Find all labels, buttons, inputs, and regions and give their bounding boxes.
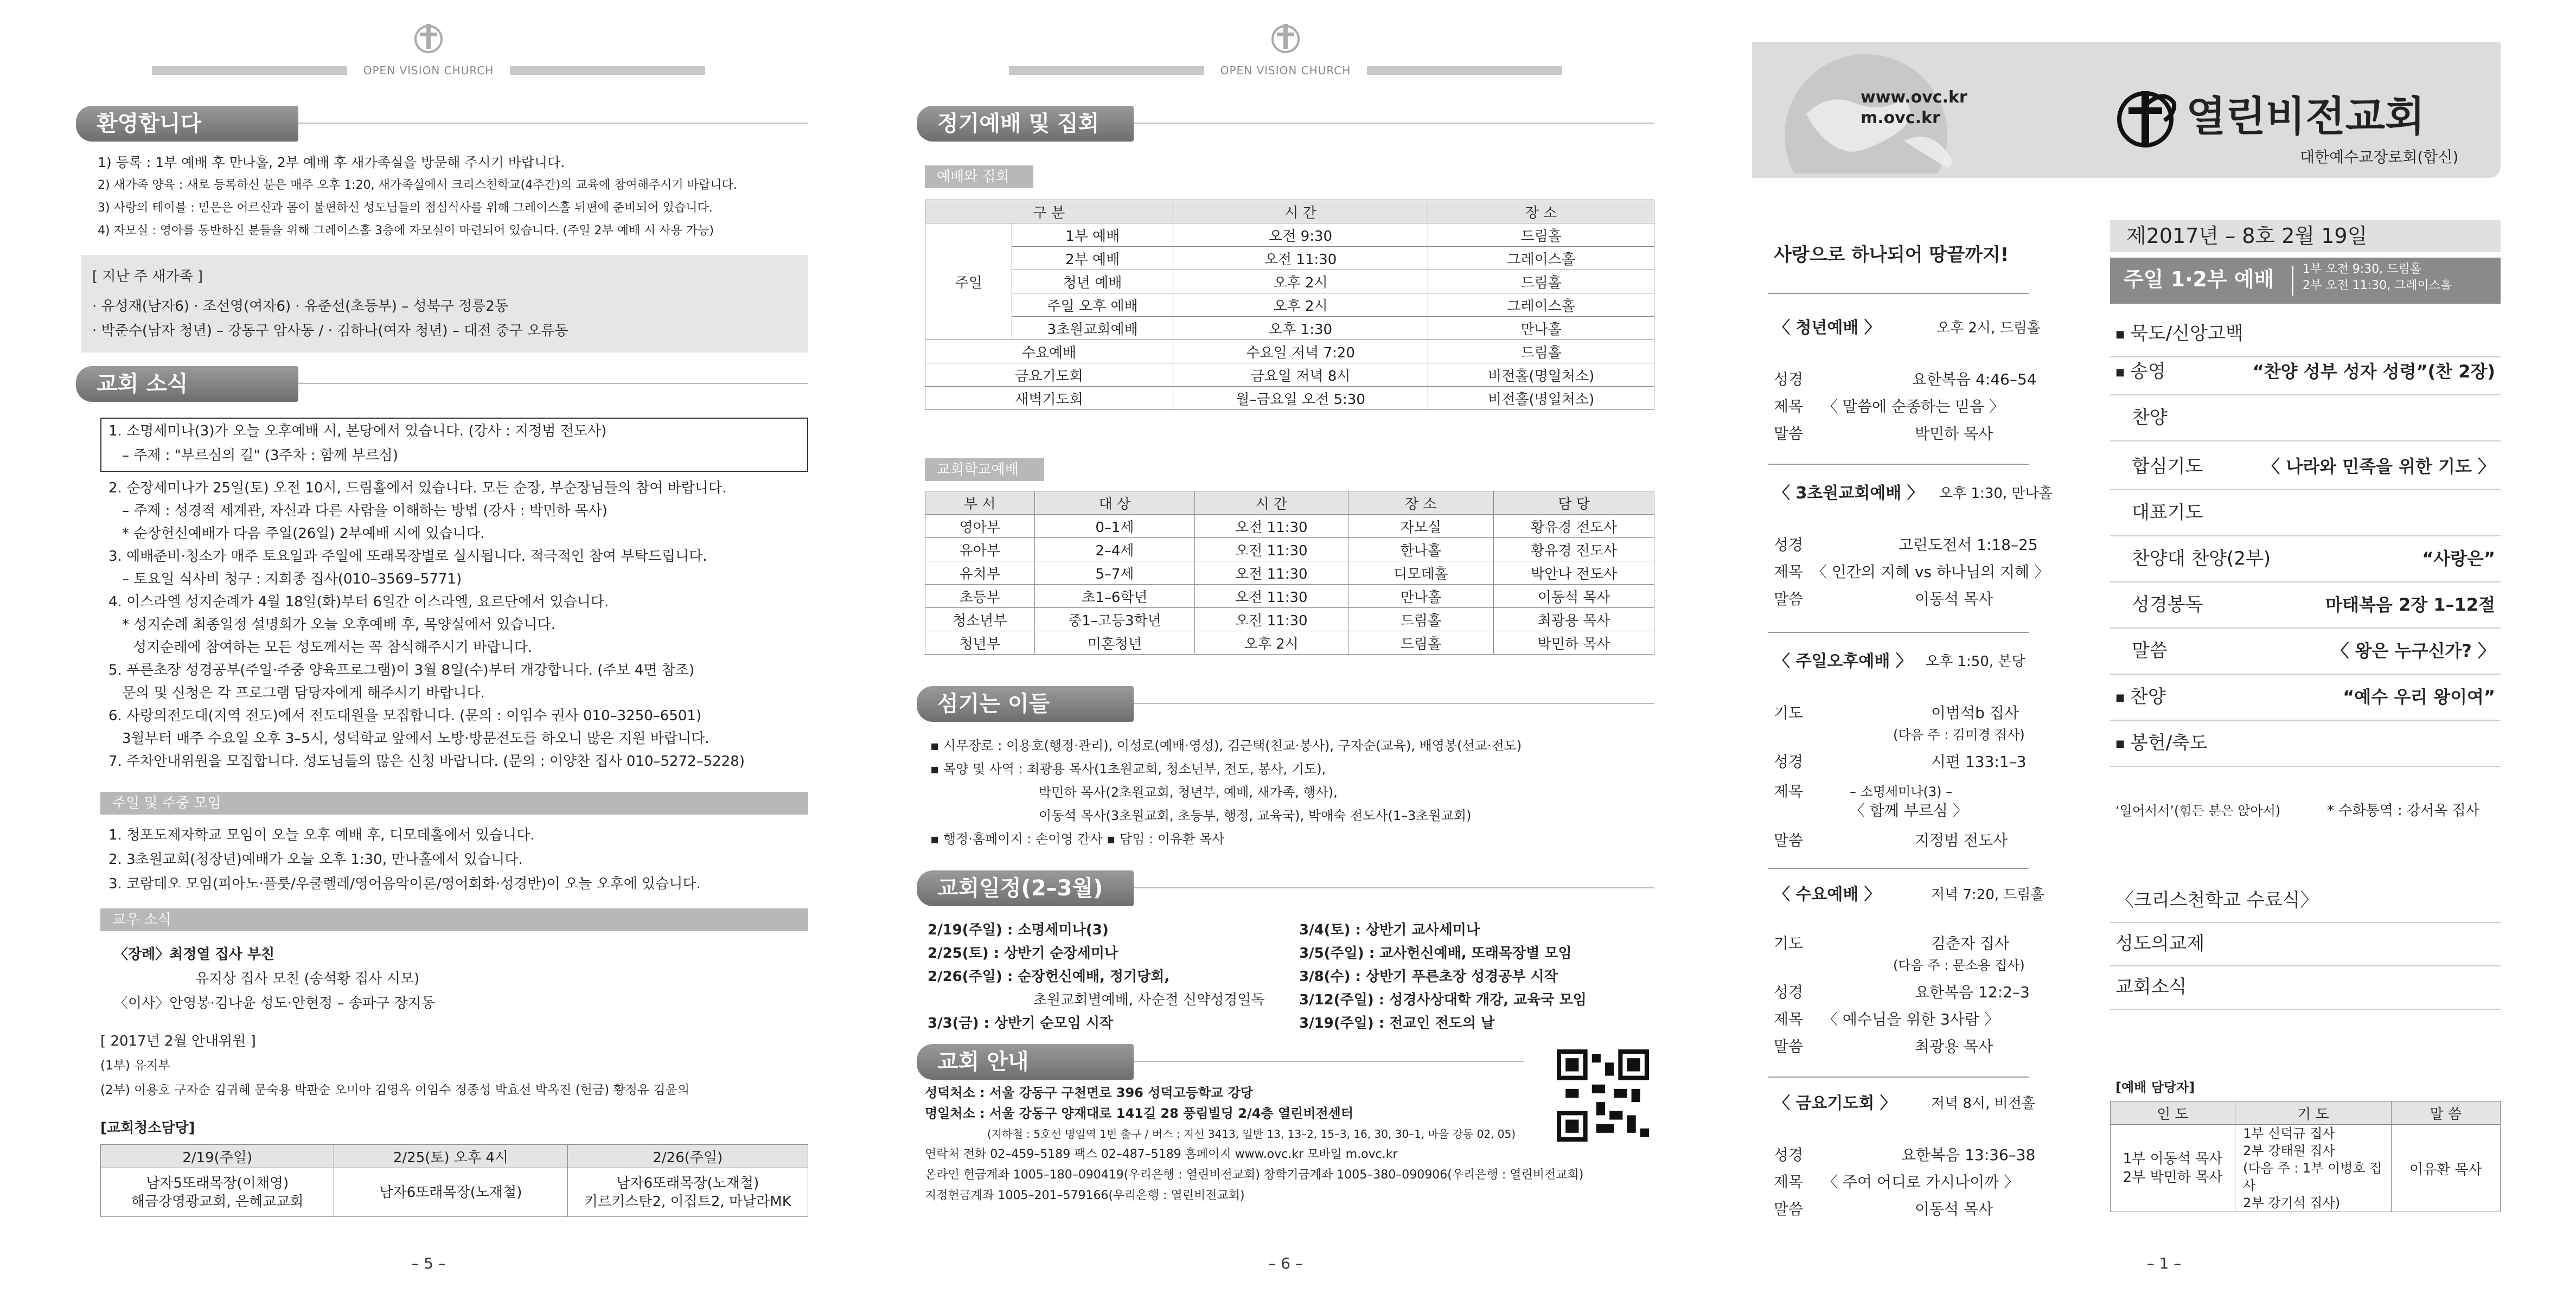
column-divider [1768,868,2029,869]
school-header: 장 소 [1348,491,1494,515]
welcome-line: 3) 사랑의 테이블 : 믿은은 어르신과 몸이 불편하신 성도님들의 점심식사를 위해 그레이스홀 뒤편에 준비되어 있습니다. [98,201,713,215]
school-cell: 영아부 [925,515,1035,538]
service-time-2: 2부 오전 11:30, 그레이스홀 [2303,279,2452,292]
service-row-label: 성경 [1774,536,1804,554]
section-divider [298,383,808,384]
row-divider [2110,674,2501,675]
news-line: * 순장헌신예배가 다음 주일(26일) 2부예배 시에 있습니다. [122,526,485,542]
row-divider [2110,627,2501,629]
worship-cell: 비전홀(명일처소) [1428,387,1654,410]
service-row-label: 기도 [1774,934,1804,952]
guide-section-title: 교회 안내 [917,1044,1134,1080]
service-row-value: 요한복음 4:46–54 [1912,370,2037,388]
school-subtitle: 교회학교예배 [925,458,1044,481]
worship-cell: 오후 2시 [1173,293,1428,317]
schedule-left-line: 초원교회별예배, 사순절 신약성경일독 [1033,992,1265,1008]
row-divider [2110,356,2501,357]
row-divider [2110,1009,2501,1010]
url-main[interactable]: www.ovc.kr [1861,88,1967,107]
school-cell: 황유경 전도사 [1494,515,1654,538]
schedule-right-line: 3/8(수) : 상반기 푸른초장 성경공부 시작 [1299,969,1558,985]
worship-cell: 만나홀 [1428,317,1654,340]
worship-section-title: 정기예배 및 집회 [917,106,1134,142]
order-item-label: 찬양대 찬양(2부) [2132,548,2271,569]
column-divider [1768,293,2029,294]
schedule-left-line: 2/19(주일) : 소명세미나(3) [928,922,1109,938]
worship-cell: 오후 2시 [1173,270,1428,293]
service-block-title: 〈 수요예배 〉 [1774,885,1881,904]
worship-header: 장 소 [1428,200,1654,223]
page-number: – 1 – [2146,1254,2182,1272]
service-row-value: 최광용 목사 [1915,1037,1993,1055]
school-cell: 오전 11:30 [1195,608,1348,631]
guide-line: 명일처소 : 서울 강동구 양재대로 141길 28 풍림빌딩 2/4층 열린비전센터 [925,1106,1354,1121]
news-line: 3월부터 매주 수요일 오후 3–5시, 성덕학교 앞에서 노방·방문전도를 하오니 많은 지원 바랍니다. [122,731,709,747]
news-line: 4. 이스라엘 성지순례가 4월 18일(화)부터 6일간 이스라엘, 요르단에서 있습니다. [108,594,609,610]
guides-line: (1부) 유지부 [100,1059,170,1073]
worship-cell: 청년 예배 [1012,270,1173,293]
row-divider [2110,394,2501,395]
servers-line: ▪ 목양 및 사역 : 최광용 목사(1초원교회, 청소년부, 전도, 봉사, 기도), [930,761,1326,777]
schedule-right-line: 3/4(토) : 상반기 교사세미나 [1299,922,1480,938]
newcomers-label: [ 지난 주 새가족 ] [92,268,203,285]
worship-group: 주일 [925,223,1012,340]
section-divider [1134,123,1654,124]
welcome-line: 1) 등록 : 1부 예배 후 만나홀, 2부 예배 후 새가족실을 방문해 주시기 바랍니다. [98,155,565,170]
duty-header: 기 도 [2235,1101,2392,1125]
worship-subtitle: 예배와 집회 [925,165,1033,188]
school-header: 부 서 [925,491,1035,515]
news-line: 3. 예배준비·청소가 매주 토요일과 주일에 또래목장별로 실시됩니다. 적극적인 참여 부탁드립니다. [108,548,707,565]
extra-item: 교회소식 [2115,976,2187,998]
church-logo-icon [407,16,450,60]
worship-cell: 그레이스홀 [1428,293,1654,317]
column-divider [1768,464,2029,465]
school-cell: 박민하 목사 [1494,631,1654,655]
row-divider [2110,766,2501,767]
schedule-left-line: 3/3(금) : 상반기 순모임 시작 [928,1015,1114,1032]
church-logo-icon [1264,16,1307,60]
service-row-value: 요한복음 12:2–3 [1915,983,2030,1001]
worship-cell: 2부 예배 [1012,247,1173,270]
order-item-label: 대표기도 [2132,502,2203,523]
church-logo-icon [2110,81,2181,152]
worship-cell: 비전홀(명일처소) [1428,363,1654,387]
order-item-label: 찬양 [2132,407,2168,428]
welcome-section-title: 환영합니다 [76,106,298,142]
extra-item: 성도의교제 [2115,933,2205,955]
cleaning-header: 2/26(주일) [567,1145,808,1168]
worship-cell: 드림홀 [1428,223,1654,247]
worship-cell: 수요예배 [925,340,1173,363]
meetings-subtitle: 주일 및 주중 모임 [100,792,808,815]
service-row-value: (다음 주 : 문소용 집사) [1893,958,2025,973]
duty-label: [예배 담당자] [2115,1080,2195,1095]
service-row-value: – 소명세미나(3) – [1850,784,1953,799]
order-item-label: ■ 묵도/신앙고백 [2115,323,2243,345]
service-row-value: 김춘자 집사 [1931,934,2010,952]
row-divider [2110,720,2501,721]
school-cell: 미혼청년 [1034,631,1195,655]
worship-cell: 수요일 저녁 7:20 [1173,340,1428,363]
news-line: 6. 사랑의전도대(지역 전도)에서 전도대원을 모집합니다. (문의 : 이임수 권사 010–3250–6501) [108,708,702,724]
school-cell: 오전 11:30 [1195,538,1348,561]
row-divider [2110,489,2501,490]
duty-table [2110,1101,2501,1212]
service-row-value: 이동석 목사 [1915,590,1993,608]
cleaning-cell: 남자5또래목장(이채영) 해금강영광교회, 은혜교교회 [101,1168,334,1217]
service-row-label: 제목 [1774,783,1804,800]
service-block-title: 〈 금요기도회 〉 [1774,1094,1896,1113]
service-row-label: 제목 [1774,1173,1804,1191]
order-item-value: “찬양 성부 성자 성령”(찬 2장) [2252,361,2495,382]
service-row-label: 말씀 [1774,590,1804,608]
servers-section-title: 섬기는 이들 [917,686,1134,722]
service-block-time: 저녁 7:20, 드림홀 [1931,887,2044,903]
service-row-value: 이범석b 집사 [1931,704,2019,722]
news-line: 2. 순장세미나가 25일(토) 오전 10시, 드림홀에서 있습니다. 모든 순장, 부순장님들의 참여 바랍니다. [108,480,727,496]
service-row-label: 말씀 [1774,425,1804,443]
section-divider [298,123,808,124]
guide-line: (지하철 : 5호선 명일역 1번 출구 / 버스 : 지선 3413, 일반 13, 13–2, 15–3, 16, 30, 30–1, 마을 강동 02, 05) [987,1128,1516,1141]
worship-cell: 새벽기도회 [925,387,1173,410]
news-box-line: – 주제 : "부르심의 길" (3주차 : 함께 부르심) [122,447,399,464]
guide-line: 지정헌금계좌 1005–201–579166(우리은행 : 열린비전교회) [925,1189,1245,1202]
school-header: 시 간 [1195,491,1348,515]
service-row-value: 요한복음 13:36–38 [1901,1146,2036,1164]
servers-line: 박민하 목사(2초원교회, 청년부, 예배, 새가족, 행사), [1039,785,1338,800]
servers-line: ▪ 행정·홈페이지 : 손이영 간사 ▪ 담임 : 이유환 목사 [930,831,1225,847]
duty-header: 인 도 [2111,1101,2235,1125]
page-5 [0,0,857,1294]
guide-line: 성덕처소 : 서울 강동구 구천면로 396 성덕고등학교 강당 [925,1085,1254,1100]
service-row-value: 시편 133:1–3 [1931,753,2027,771]
school-cell: 오후 2시 [1195,631,1348,655]
guides-label: [ 2017년 2월 안내위원 ] [100,1033,256,1049]
service-row-value: 〈 주여 어디로 가시나이까 〉 [1823,1173,2019,1191]
service-block-time: 오후 1:30, 만나홀 [1939,485,2053,502]
order-item-label: ■ 찬양 [2115,686,2166,709]
school-cell: 유아부 [925,538,1035,561]
service-block-title: 〈 3초원교회예배 〉 [1774,484,1923,503]
school-cell: 5–7세 [1034,561,1195,585]
member-line: 유지상 집사 모친 (송석황 집사 시모) [195,971,420,987]
school-cell: 오전 11:30 [1195,585,1348,608]
cleaning-header: 2/25(토) 오후 4시 [334,1145,567,1168]
order-item-value: 마태복음 2장 1–12절 [2325,594,2495,615]
order-item-label: ■ 송영 [2115,361,2166,383]
cleaning-cell: 남자6또래목장(노재철) 키르키스탄2, 이집트2, 마날라MK [567,1168,808,1217]
school-cell: 이동석 목사 [1494,585,1654,608]
schedule-section-title: 교회일정(2–3월) [917,870,1134,906]
interpreter-note: * 수화통역 : 강서옥 집사 [2327,803,2479,819]
school-cell: 청년부 [925,631,1035,655]
duty-header: 말 씀 [2391,1101,2500,1125]
section-divider [1134,703,1654,704]
service-row-label: 성경 [1774,1146,1804,1164]
guide-line: 온라인 헌금계좌 1005–180–090419(우리은행 : 열린비전교회) 창학기금계좌 1005–380–090906(우리은행 : 열린비전교회) [925,1168,1584,1182]
service-time-1: 1부 오전 9:30, 드림홀 [2303,262,2421,276]
worship-cell: 그레이스홀 [1428,247,1654,270]
school-cell: 초1–6학년 [1034,585,1195,608]
page-header-logo [0,16,857,76]
order-item-value: 〈 왕은 누구신가? 〉 [2331,640,2495,661]
school-cell: 디모데홀 [1348,561,1494,585]
page-6 [857,0,1714,1294]
service-row-label: 기도 [1774,704,1804,722]
school-header: 담 당 [1494,491,1654,515]
servers-line: 이동석 목사(3초원교회, 초등부, 행정, 교육국), 박애숙 전도사(1–3초원교회) [1039,808,1472,823]
service-row-value: 이동석 목사 [1915,1200,1993,1218]
service-row-label: 성경 [1774,370,1804,388]
section-divider [1134,1061,1524,1062]
welcome-line: 4) 자모실 : 영아를 동반하신 분들을 위해 그레이스홀 3층에 자모실이 마련되어 있습니다. (주일 2부 예배 시 사용 가능) [98,224,714,238]
servers-line: ▪ 시무장로 : 이용호(행정·관리), 이성로(예배·영성), 김근택(친교·봉사), 구자순(교육), 배영봉(선교·전도) [930,738,1522,753]
worship-cell: 1부 예배 [1012,223,1173,247]
service-block-time: 저녁 8시, 비전홀 [1931,1096,2036,1112]
school-cell: 중1–고등3학년 [1034,608,1195,631]
issue-info: 제2017년 – 8호 2월 19일 [2126,224,2368,248]
slogan: 사랑으로 하나되어 땅끝까지! [1774,244,2009,266]
news-section-title: 교회 소식 [76,366,298,402]
page-1 [1752,0,2576,1294]
service-banner-label: 주일 1·2부 예배 [2124,267,2274,291]
worship-header: 구 분 [925,200,1173,223]
service-row-label: 제목 [1774,398,1804,415]
school-cell: 자모실 [1348,515,1494,538]
worship-cell: 금요기도회 [925,363,1173,387]
order-item-label: 성경봉독 [2132,594,2203,616]
service-row-value: 지정범 전도사 [1915,831,2008,849]
row-divider [2110,965,2501,966]
worship-cell: 드림홀 [1428,340,1654,363]
news-line: 7. 주차안내위원을 모집합니다. 성도님들의 많은 신청 바랍니다. (문의 : 이양찬 집사 010–5272–5228) [108,753,745,770]
school-cell: 청소년부 [925,608,1035,631]
order-item-label: 말씀 [2132,640,2168,662]
church-name: 열린비전교회 [2186,92,2425,140]
order-item-value: 〈 나라와 민족을 위한 기도 〉 [2262,456,2495,477]
welcome-line: 2) 새가족 양육 : 새로 등록하신 분은 매주 오후 1:20, 새가족실에서 크리스천학교(4주간)의 교육에 참여해주시기 바랍니다. [98,178,737,192]
standing-notice: ‘일어서서’(힘든 분은 앉아서) [2115,803,2281,818]
member-news-subtitle: 교우 소식 [100,908,808,931]
worship-cell: 오전 9:30 [1173,223,1428,247]
denomination: 대한예수교장로회(합신) [2300,148,2459,166]
school-cell: 0–1세 [1034,515,1195,538]
school-cell: 2–4세 [1034,538,1195,561]
worship-cell: 금요일 저녁 8시 [1173,363,1428,387]
cleaning-cell: 남자6또래목장(노재철) [334,1168,567,1217]
school-cell: 만나홀 [1348,585,1494,608]
qr-code-icon [1557,1049,1649,1142]
service-row-label: 말씀 [1774,831,1804,849]
service-block-time: 오후 2시, 드림홀 [1936,320,2041,336]
page-number: – 5 – [411,1254,446,1272]
guide-line: 연락처 전화 02–459–5189 팩스 02–487–5189 홈페이지 www.ovc.kr 모바일 m.ovc.kr [925,1148,1398,1161]
service-row-value: (다음 주 : 김미경 집사) [1893,727,2025,742]
service-row-label: 제목 [1774,563,1804,581]
schedule-left-line: 2/25(토) : 상반기 순장세미나 [928,945,1118,962]
school-cell: 초등부 [925,585,1035,608]
schedule-right-line: 3/5(주일) : 교사헌신예배, 또래목장별 모임 [1299,945,1572,962]
member-line: 〈이사〉안영봉·김나윤 성도·안현정 – 송파구 장지동 [114,995,435,1011]
school-cell: 한나홀 [1348,538,1494,561]
service-row-value: 고린도전서 1:18–25 [1899,536,2038,554]
member-line: 〈장례〉최정열 집사 부친 [114,946,275,963]
service-block-title: 〈 주일오후예배 〉 [1774,652,1912,671]
banner-divider [2292,266,2293,296]
duty-cell-prayer: 1부 신덕규 집사 2부 강태원 집사 (다음 주 : 1부 이병호 집사 2부 강기석 집사) [2235,1125,2392,1212]
order-item-value: “사랑은” [2422,548,2495,569]
worship-cell: 드림홀 [1428,270,1654,293]
school-cell: 유치부 [925,561,1035,585]
org-name-en: OPEN VISION CHURCH [1220,64,1351,77]
org-name-en: OPEN VISION CHURCH [363,64,494,77]
school-cell: 드림홀 [1348,608,1494,631]
guides-line: (2부) 이용호 구자순 김귀혜 문숙용 박판순 오미아 김영옥 이임수 정종성 박효선 박옥진 (헌금) 황정유 김윤의 [100,1083,690,1097]
service-row-label: 성경 [1774,983,1804,1001]
news-line: – 주제 : 성경적 세계관, 자신과 다른 사람을 이해하는 방법 (강사 : 박민하 목사) [122,503,608,519]
school-cell: 박안나 전도사 [1494,561,1654,585]
service-row-value: 〈 인간의 지혜 vs 하나님의 지혜 〉 [1812,563,2050,581]
service-row-label: 말씀 [1774,1200,1804,1218]
worship-cell: 3초원교회예배 [1012,317,1173,340]
row-divider [2110,440,2501,441]
service-block-title: 〈 청년예배 〉 [1774,318,1881,337]
cleaning-header: 2/19(주일) [101,1145,334,1168]
service-row-value: 〈 함께 부르심 〉 [1850,802,1968,819]
url-mobile[interactable]: m.ovc.kr [1861,108,1940,127]
schedule-right-line: 3/12(주일) : 성경사상대학 개강, 교육국 모임 [1299,992,1587,1008]
duty-cell-lead: 1부 이동석 목사 2부 박민하 목사 [2111,1125,2235,1212]
service-row-label: 성경 [1774,753,1804,771]
service-row-label: 말씀 [1774,1037,1804,1055]
school-cell: 오전 11:30 [1195,561,1348,585]
order-item-label: 합심기도 [2132,456,2203,477]
service-row-label: 제목 [1774,1010,1804,1028]
worship-cell: 오후 1:30 [1173,317,1428,340]
order-item-label: ■ 봉헌/축도 [2115,732,2208,755]
column-divider [1768,632,2029,633]
news-line: 문의 및 신청은 각 프로그램 담당자에게 해주시기 바랍니다. [122,685,485,701]
page-header-logo [857,16,1714,76]
meetings-line: 2. 3초원교회(청장년)예배가 오늘 오후 1:30, 만나홀에서 있습니다. [108,851,523,868]
worship-cell: 월–금요일 오전 5:30 [1173,387,1428,410]
extra-item: 〈크리스천학교 수료식〉 [2115,889,2319,911]
newcomers-line: · 유성재(남자6) · 조선영(여자6) · 유준선(초등부) – 성북구 정릉2동 [92,298,508,315]
school-cell: 드림홀 [1348,631,1494,655]
school-cell: 최광용 목사 [1494,608,1654,631]
page-number: – 6 – [1268,1254,1303,1272]
schedule-right-line: 3/19(주일) : 전교인 전도의 날 [1299,1015,1495,1032]
service-block-time: 오후 1:50, 본당 [1926,654,2025,670]
meetings-line: 3. 코람데오 모임(피아노·플룻/우쿨렐레/영어음악이론/영어회화·성경반)이 오늘 오후에 있습니다. [108,876,701,892]
school-header: 대 상 [1034,491,1195,515]
school-cell: 황유경 전도사 [1494,538,1654,561]
section-divider [1134,887,1654,888]
meetings-line: 1. 청포도제자학교 모임이 오늘 오후 예배 후, 디모데홀에서 있습니다. [108,827,535,843]
school-table [925,491,1654,655]
worship-header: 시 간 [1173,200,1428,223]
news-line: 5. 푸른초장 성경공부(주일·주중 양육프로그램)이 3월 8일(수)부터 개강합니다. (주보 4면 참조) [108,662,695,678]
row-divider [2110,535,2501,536]
order-item-value: “예수 우리 왕이여” [2343,687,2495,707]
service-row-value: 〈 말씀에 순종하는 믿음 〉 [1823,398,2005,415]
service-row-value: 박민하 목사 [1915,425,1993,443]
column-divider [1768,1077,2029,1078]
row-divider [2110,922,2501,923]
news-line: 성지순례에 참여하는 모든 성도께서는 꼭 참석해주시기 바랍니다. [133,639,532,656]
news-box-line: 1. 소명세미나(3)가 오늘 오후예배 시, 본당에서 있습니다. (강사 : 지정범 전도사) [108,423,607,439]
duty-cell-sermon: 이유환 목사 [2391,1125,2500,1212]
news-line: * 성지순례 최종일정 설명회가 오늘 오후예배 후, 목양실에서 있습니다. [122,617,555,633]
service-row-value: 〈 예수님을 위한 3사람 〉 [1823,1010,1999,1028]
schedule-left-line: 2/26(주일) : 순장헌신예배, 정기당회, [928,969,1170,985]
worship-cell: 주일 오후 예배 [1012,293,1173,317]
row-divider [2110,581,2501,582]
news-line: – 토요일 식사비 청구 : 지희종 집사(010–3569–5771) [122,571,462,587]
cleaning-label: [교회청소담당] [100,1120,195,1136]
worship-table [925,200,1654,410]
cleaning-table [100,1144,808,1217]
newcomers-line: · 박준수(남자 청년) – 강동구 암사동 / · 김하나(여자 청년) – 대전 중구 오류동 [92,323,568,339]
worship-cell: 오전 11:30 [1173,247,1428,270]
school-cell: 오전 11:30 [1195,515,1348,538]
